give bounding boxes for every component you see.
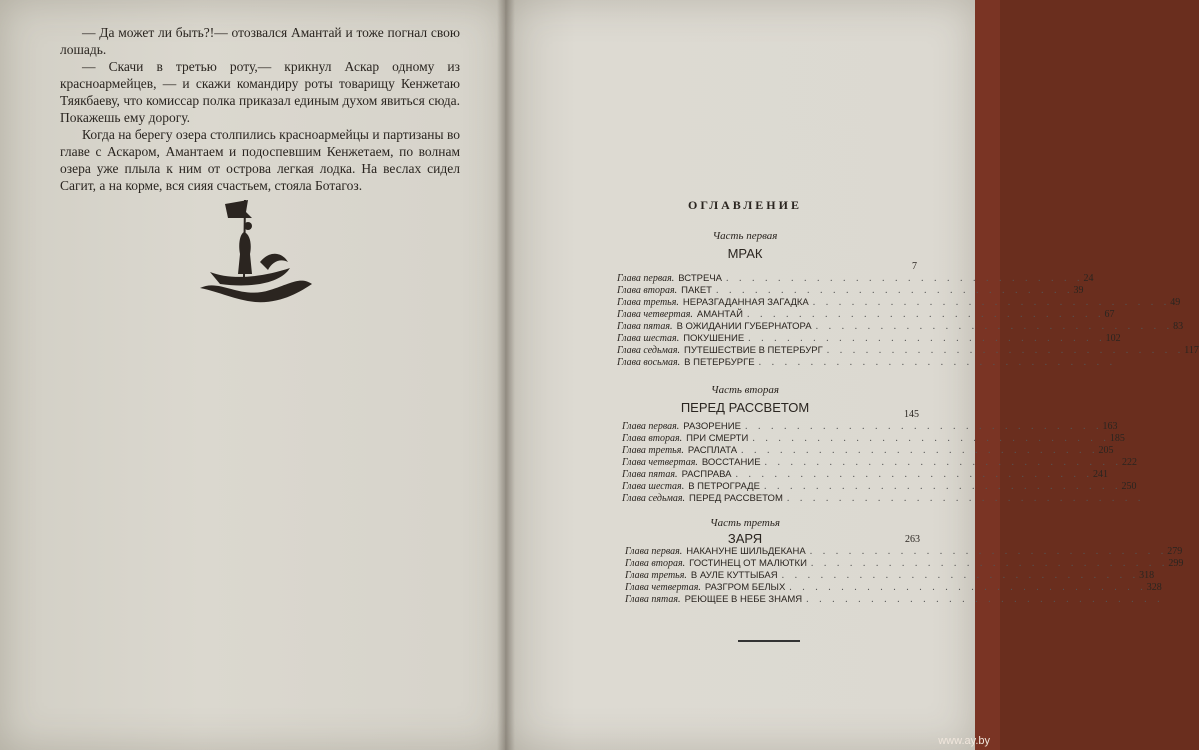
toc-chapter-number: Глава третья. bbox=[625, 570, 687, 581]
toc-page-number: 24 bbox=[1083, 273, 1094, 284]
boat-vignette bbox=[200, 192, 315, 312]
toc-part-start-page bbox=[617, 261, 917, 273]
toc-chapter-number: Глава шестая. bbox=[622, 481, 685, 492]
toc-chapter-number: Глава пятая. bbox=[625, 594, 681, 605]
toc-chapter-number: Глава седьмая. bbox=[617, 345, 681, 356]
story-paragraph: Когда на берегу озера столпились красноармейцы и партизаны во главе с Аскаром, Амантаем и подоспевшим Кенжетаем, по волнам озера уже плыла к ним от острова легкая лодка. На веслах сидел Сагит, а на корме, вся сияя счастьем, стояла Ботагоз. bbox=[60, 127, 460, 193]
toc-chapter-title: ПЕРЕД РАССВЕТОМ bbox=[689, 493, 783, 504]
toc-chapter-row bbox=[622, 457, 1138, 469]
toc-chapter-title: АМАНТАЙ bbox=[696, 309, 743, 320]
toc-part-start-page bbox=[622, 409, 919, 421]
toc-page-number: 241 bbox=[1092, 469, 1108, 480]
toc-leader-dots: . . . . . . . . . . . . . . . . . . . . . . . . . . . . bbox=[810, 558, 1169, 569]
toc-page-number: 328 bbox=[1146, 582, 1162, 593]
toc-leader-dots: . . . . . . . . . . . . . . . . . . . . . . . . . . . . bbox=[806, 594, 1164, 605]
part-name: МРАК bbox=[727, 246, 763, 261]
toc-leader-dots bbox=[626, 409, 895, 421]
toc-chapter-list bbox=[617, 261, 1199, 369]
toc-chapter-title: РАСПРАВА bbox=[681, 469, 732, 480]
watermark: www.ay.by bbox=[938, 735, 990, 747]
toc-chapter-number: Глава первая. bbox=[625, 546, 683, 557]
toc-chapter-title: РАСПЛАТА bbox=[687, 445, 738, 456]
toc-part-start-page bbox=[625, 534, 920, 546]
toc-chapter-row bbox=[625, 558, 1184, 570]
part-name: ЗАРЯ bbox=[727, 531, 763, 546]
toc-leader-dots: . . . . . . . . . . . . . . . . . . . . . . . . . . . . bbox=[748, 333, 1106, 344]
toc-chapter-row bbox=[622, 421, 1118, 433]
part-label: Часть третья bbox=[710, 517, 780, 529]
toc-chapter-row bbox=[622, 469, 1108, 481]
toc-page-number: 318 bbox=[1139, 570, 1155, 581]
toc-chapter-number: Глава четвертая. bbox=[617, 309, 693, 320]
toc-title: ОГЛАВЛЕНИЕ bbox=[688, 198, 802, 212]
toc-chapter-row bbox=[625, 594, 1164, 606]
end-rule bbox=[738, 640, 800, 642]
toc-leader-dots: . . . . . . . . . . . . . . . . . . . . . . . . . . . . bbox=[826, 345, 1185, 356]
toc-chapter-row bbox=[622, 481, 1137, 493]
toc-chapter-row bbox=[622, 445, 1114, 457]
toc-chapter-number: Глава третья. bbox=[617, 297, 679, 308]
toc-chapter-list bbox=[625, 534, 1184, 606]
part-label: Часть первая bbox=[712, 230, 778, 242]
toc-chapter-row bbox=[625, 582, 1162, 594]
toc-leader-dots: . . . . . . . . . . . . . . . . . . . . . . . . . . . . bbox=[786, 493, 1145, 504]
book-gutter bbox=[497, 0, 515, 750]
toc-chapter-title: ПУТЕШЕСТВИЕ В ПЕТЕРБУРГ bbox=[684, 345, 823, 356]
toc-chapter-title: В ПЕТЕРБУРГЕ bbox=[684, 357, 755, 368]
toc-chapter-row bbox=[617, 357, 1117, 369]
toc-chapter-row bbox=[617, 285, 1084, 297]
toc-leader-dots bbox=[621, 261, 893, 273]
toc-page-number: 145 bbox=[904, 409, 919, 420]
toc-page-number: 279 bbox=[1167, 546, 1183, 557]
toc-leader-dots: . . . . . . . . . . . . . . . . . . . . . . . . . . . . bbox=[752, 433, 1110, 444]
toc-chapter-number: Глава вторая. bbox=[625, 558, 686, 569]
toc-leader-dots: . . . . . . . . . . . . . . . . . . . . . . . . . . . . bbox=[744, 421, 1103, 432]
toc-chapter-number: Глава третья. bbox=[622, 445, 684, 456]
toc-chapter-row bbox=[625, 570, 1155, 582]
toc-page-number: 163 bbox=[1102, 421, 1118, 432]
toc-chapter-number: Глава первая. bbox=[622, 421, 680, 432]
toc-chapter-title: РАЗГРОМ БЕЛЫХ bbox=[704, 582, 786, 593]
toc-chapter-number: Глава пятая. bbox=[617, 321, 673, 332]
toc-chapter-number: Глава седьмая. bbox=[622, 493, 686, 504]
toc-leader-dots bbox=[629, 534, 896, 546]
toc-chapter-number: Глава пятая. bbox=[622, 469, 678, 480]
toc-leader-dots: . . . . . . . . . . . . . . . . . . . . . . . . . . . . bbox=[781, 570, 1140, 581]
toc-leader-dots: . . . . . . . . . . . . . . . . . . . . . . . . . . . . bbox=[735, 469, 1093, 480]
toc-chapter-title: НАКАНУНЕ ШИЛЬДЕКАНА bbox=[686, 546, 806, 557]
toc-chapter-title: ВОССТАНИЕ bbox=[701, 457, 761, 468]
story-paragraph: — Да может ли быть?!— отозвался Амантай и тоже погнал свою лошадь. bbox=[60, 25, 460, 57]
toc-chapter-row bbox=[617, 321, 1184, 333]
toc-chapter-title: НЕРАЗГАДАННАЯ ЗАГАДКА bbox=[682, 297, 809, 308]
toc-chapter-title: ВСТРЕЧА bbox=[678, 273, 722, 284]
toc-leader-dots: . . . . . . . . . . . . . . . . . . . . . . . . . . . . bbox=[726, 273, 1084, 284]
toc-page-number: 7 bbox=[912, 261, 917, 272]
toc-page-number: 67 bbox=[1104, 309, 1115, 320]
toc-leader-dots: . . . . . . . . . . . . . . . . . . . . . . . . . . . . bbox=[715, 285, 1074, 296]
toc-page-number: 263 bbox=[905, 534, 920, 545]
toc-chapter-number: Глава вторая. bbox=[617, 285, 678, 296]
toc-page-number: 39 bbox=[1073, 285, 1084, 296]
toc-chapter-number: Глава четвертая. bbox=[622, 457, 698, 468]
toc-page-number: 185 bbox=[1109, 433, 1125, 444]
toc-chapter-number: Глава вторая. bbox=[622, 433, 683, 444]
toc-page-number: 222 bbox=[1122, 457, 1138, 468]
toc-chapter-title: РЕЮЩЕЕ В НЕБЕ ЗНАМЯ bbox=[684, 594, 803, 605]
toc-chapter-row bbox=[622, 433, 1125, 445]
toc-leader-dots: . . . . . . . . . . . . . . . . . . . . . . . . . . . . bbox=[809, 546, 1168, 557]
toc-leader-dots: . . . . . . . . . . . . . . . . . . . . . . . . . . . . bbox=[764, 457, 1123, 468]
toc-chapter-title: ПРИ СМЕРТИ bbox=[686, 433, 749, 444]
toc-page-number: 83 bbox=[1173, 321, 1184, 332]
toc-page-number: 299 bbox=[1168, 558, 1184, 569]
toc-page-number: 117 bbox=[1184, 345, 1199, 356]
toc-chapter-row bbox=[617, 297, 1181, 309]
part-label: Часть вторая bbox=[711, 384, 779, 396]
toc-chapter-row bbox=[625, 546, 1183, 558]
table-surface bbox=[975, 0, 1000, 750]
toc-chapter-title: В ОЖИДАНИИ ГУБЕРНАТОРА bbox=[676, 321, 812, 332]
toc-page-number: 250 bbox=[1121, 481, 1137, 492]
toc-leader-dots: . . . . . . . . . . . . . . . . . . . . . . . . . . . . bbox=[812, 297, 1171, 308]
toc-chapter-title: В ПЕТРОГРАДЕ bbox=[688, 481, 760, 492]
toc-page-number: 205 bbox=[1098, 445, 1114, 456]
right-page bbox=[505, 0, 975, 750]
toc-page-number: 102 bbox=[1105, 333, 1121, 344]
story-text bbox=[60, 24, 460, 194]
toc-chapter-number: Глава четвертая. bbox=[625, 582, 701, 593]
toc-chapter-row bbox=[617, 273, 1094, 285]
toc-chapter-number: Глава первая. bbox=[617, 273, 675, 284]
toc-chapter-title: ПАКЕТ bbox=[681, 285, 712, 296]
toc-chapter-row bbox=[622, 493, 1145, 505]
toc-chapter-row bbox=[617, 333, 1121, 345]
toc-chapter-title: ГОСТИНЕЦ ОТ МАЛЮТКИ bbox=[689, 558, 807, 569]
toc-chapter-title: В АУЛЕ КУТТЫБАЯ bbox=[690, 570, 778, 581]
toc-chapter-number: Глава восьмая. bbox=[617, 357, 681, 368]
toc-leader-dots: . . . . . . . . . . . . . . . . . . . . . . . . . . . . bbox=[741, 445, 1099, 456]
toc-chapter-list bbox=[622, 409, 1145, 505]
toc-leader-dots: . . . . . . . . . . . . . . . . . . . . . . . . . . . . bbox=[763, 481, 1122, 492]
toc-leader-dots: . . . . . . . . . . . . . . . . . . . . . . . . . . . . bbox=[758, 357, 1117, 368]
toc-chapter-title: РАЗОРЕНИЕ bbox=[683, 421, 741, 432]
toc-leader-dots: . . . . . . . . . . . . . . . . . . . . . . . . . . . . bbox=[746, 309, 1105, 320]
toc-chapter-title: ПОКУШЕНИЕ bbox=[683, 333, 745, 344]
toc-leader-dots: . . . . . . . . . . . . . . . . . . . . . . . . . . . . bbox=[789, 582, 1147, 593]
part-name: ПЕРЕД РАССВЕТОМ bbox=[680, 400, 810, 415]
toc-page-number: 49 bbox=[1170, 297, 1181, 308]
toc-chapter-row bbox=[617, 309, 1115, 321]
story-paragraph: — Скачи в третью роту,— крикнул Аскар одному из красноармейцев, — и скажи командиру роты товарищу Кенжетаю Тяякбаеву, что комиссар полка приказал единым духом явиться сюда. Покажешь ему дорогу. bbox=[60, 59, 460, 125]
toc-chapter-row bbox=[617, 345, 1199, 357]
toc-leader-dots: . . . . . . . . . . . . . . . . . . . . . . . . . . . . bbox=[815, 321, 1174, 332]
toc-chapter-number: Глава шестая. bbox=[617, 333, 680, 344]
